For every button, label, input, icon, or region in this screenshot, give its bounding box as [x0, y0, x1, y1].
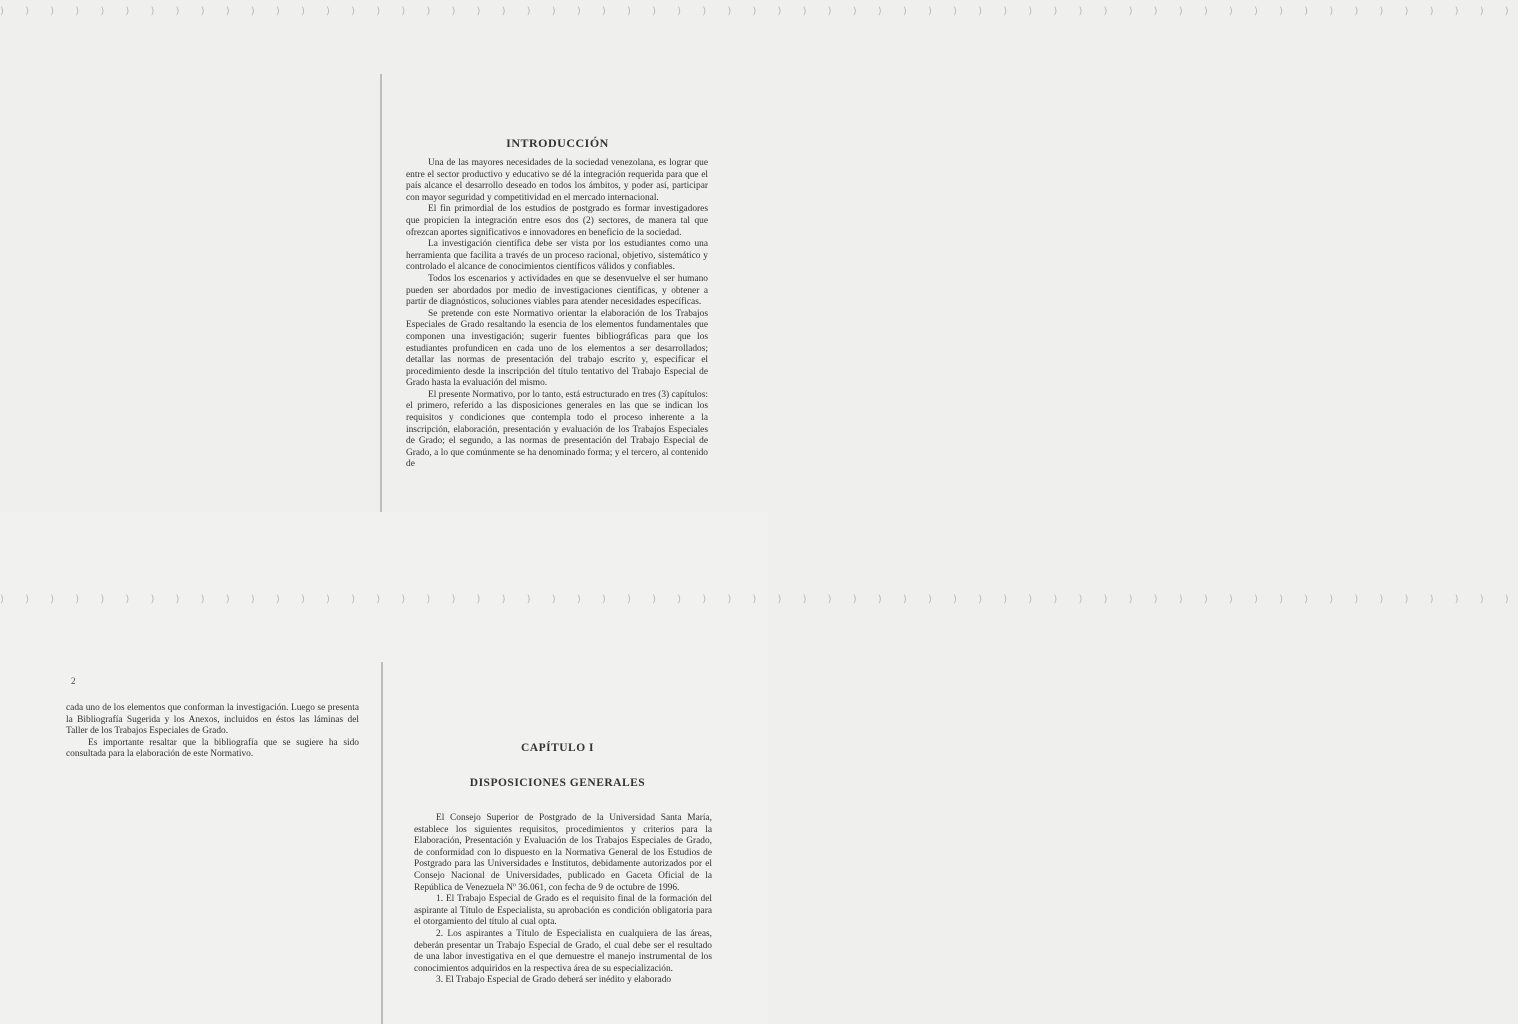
chapter-body [414, 813, 712, 1024]
paragraph: El Consejo Superior de Postgrado de la Universidad Santa María, establece los siguientes requisitos, procedimientos y criterios para la Elaboración, Presentación y Evaluación de los Trabajos Especiales de Grado, de conformidad con lo dispuesto en la Normativa General de los Estudios de Postgrado para las Universidades e Institutos, debidamente autorizados por el Consejo Nacional de Universidades, publicado en Gaceta Oficial de la República de Venezuela Nº 36.061, con fecha de 9 de octubre de 1996. [414, 813, 712, 893]
paragraph: Es importante resaltar que la bibliografía que se sugiere ha sido consultada para la elaboración de este Normativo. [66, 737, 359, 760]
page-gutter-bottom [381, 662, 383, 1024]
page-number: 2 [71, 676, 76, 686]
binding-marks-top: ) ) ) ) ) ) ) ) ) ) ) ) ) ) ) ) ) ) ) ) ) ) ) ) ) ) ) ) ) ) ) ) ) ) ) ) ) ) ) ) ) ) ) ) ) ) ) ) ) ) ) ) ) ) ) ) ) ) ) ) ) [0, 6, 1518, 17]
paragraph: Una de las mayores necesidades de la sociedad venezolana, es lograr que entre el sector productivo y educativo se dé la integración requerida para que el país alcance el desarrollo deseado en todos los ámbitos, y poder así, participar con mayor seguridad y competitividad en el mercado internacional. [406, 158, 708, 203]
paragraph: 1. El Trabajo Especial de Grado es el requisito final de la formación del aspirante al Título de Especialista, su aprobación es condición obligatoria para el otorgamiento del título al cual opta. [414, 894, 712, 928]
paragraph: Se pretende con este Normativo orientar la elaboración de los Trabajos Especiales de Grado resaltando la esencia de los elementos fundamentales que componen una investigación; sugerir fuentes bibliográficas para que los estudiantes profundicen en cada uno de los elementos a ser desarrollados; detallar las normas de presentación del trabajo escrito y, especificar el procedimiento desde la inscripción del título tentativo del Trabajo Especial de Grado hasta la evaluación del mismo. [406, 308, 708, 389]
page-gutter-top [380, 74, 382, 584]
paragraph: La investigación científica debe ser vista por los estudiantes como una herramienta que facilita a través de un proceso racional, objetivo, sistemático y controlado el alcance de conocimientos científicos válidos y confiables. [406, 239, 708, 273]
introduction-title: INTRODUCCIÓN [506, 136, 609, 150]
paragraph: El presente Normativo, por lo tanto, está estructurado en tres (3) capítulos: el primero, referido a las disposiciones generales en las que se indican los requisitos y condiciones que contempla todo el proceso inherente a la inscripción, elaboración, presentación y evaluación de los Trabajos Especiales de Grado; el segundo, a las normas de presentación del Trabajo Especial de Grado, a lo que comúnmente se ha denominado forma; y el tercero, al contenido de [406, 389, 708, 470]
paragraph: 2. Los aspirantes a Título de Especialista en cualquiera de las áreas, deberán presentar un Trabajo Especial de Grado, el cual debe ser el resultado de una labor investigativa en el que demuestre el manejo instrumental de los conocimientos adquiridos en la respectiva área de su especialización. [414, 928, 712, 974]
chapter-title: CAPÍTULO I [520, 742, 595, 754]
binding-marks-bottom: ) ) ) ) ) ) ) ) ) ) ) ) ) ) ) ) ) ) ) ) ) ) ) ) ) ) ) ) ) ) ) ) ) ) ) ) ) ) ) ) ) ) ) ) ) ) ) ) ) ) ) ) ) ) ) ) ) ) ) ) ) [0, 594, 1518, 605]
paragraph: El fin primordial de los estudios de postgrado es formar investigadores que propicien la integración entre esos dos (2) sectores, de manera tal que ofrezcan aportes significativos e innovadores en beneficio de la sociedad. [406, 204, 708, 238]
chapter-subtitle: DISPOSICIONES GENERALES [469, 777, 646, 789]
paragraph: 3. El Trabajo Especial de Grado deberá ser inédito y elaborado [436, 975, 672, 986]
left-page-body [66, 703, 359, 761]
paragraph: cada uno de los elementos que conforman la investigación. Luego se presenta la Bibliografía Sugerida y los Anexos, incluidos en éstos las láminas del Taller de los Trabajos Especiales de Grado. [66, 703, 359, 737]
paragraph: Todos los escenarios y actividades en que se desenvuelve el ser humano pueden ser abordados por medio de investigaciones científicas, y obtener a partir de diagnósticos, soluciones viables para atender necesidades específicas. [406, 273, 708, 308]
